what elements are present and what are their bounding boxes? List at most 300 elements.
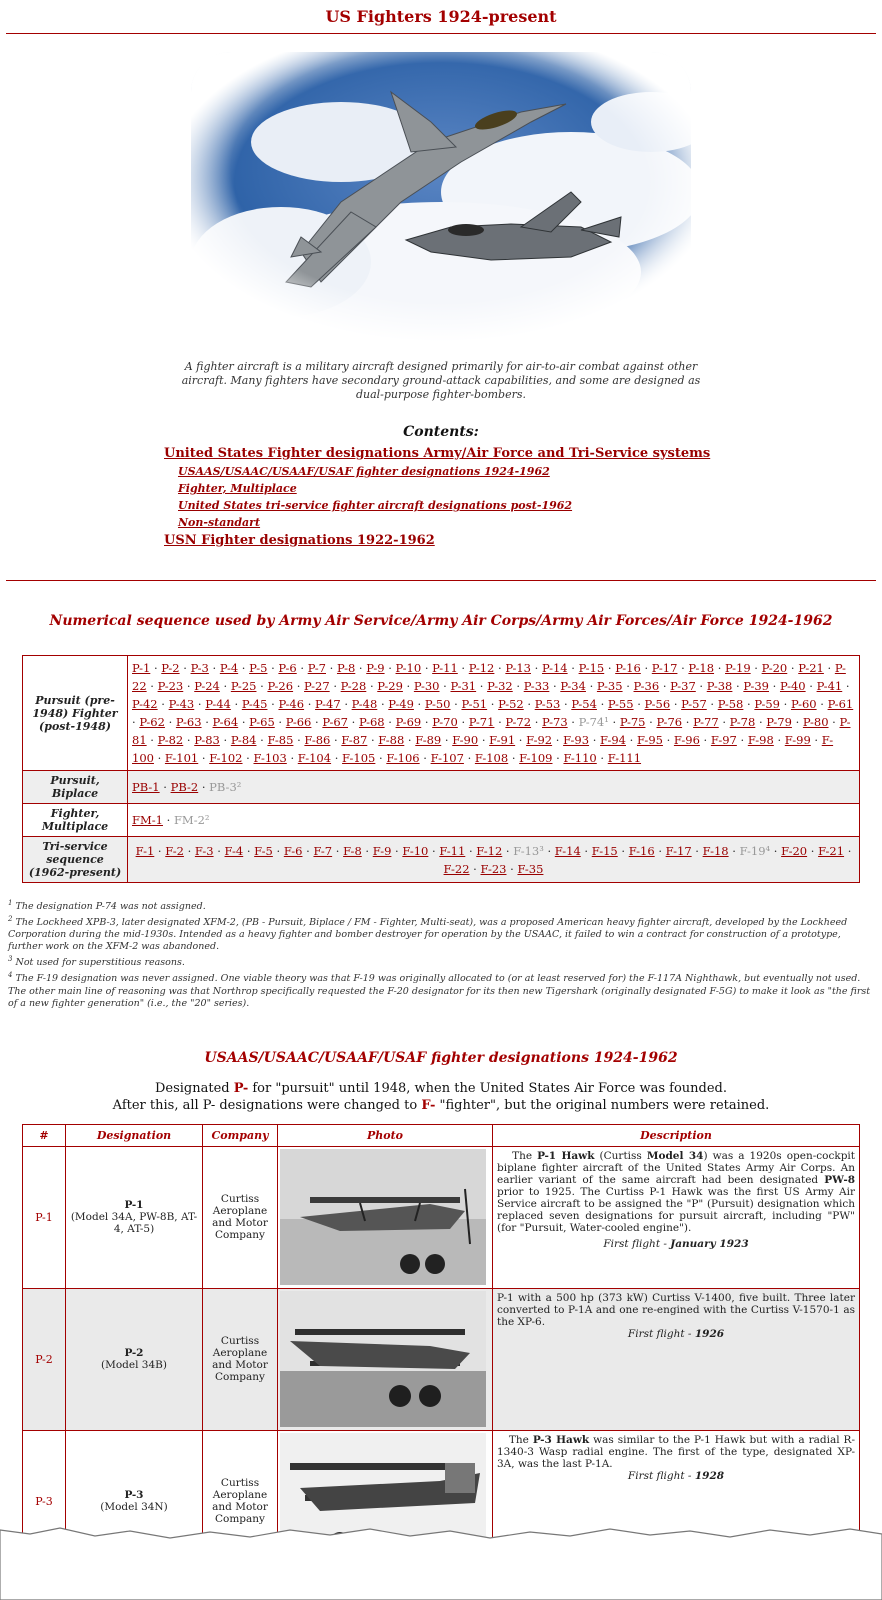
separator: ·	[183, 679, 195, 693]
p-2-photo[interactable]	[280, 1291, 486, 1427]
designation-link[interactable]: P-66	[285, 715, 312, 729]
designation-link[interactable]: F-86	[304, 733, 331, 747]
separator: ·	[494, 661, 506, 675]
table-of-contents	[164, 446, 882, 548]
designation-link[interactable]: P-17	[651, 661, 678, 675]
designation-link[interactable]: P-15	[578, 661, 605, 675]
designation-link[interactable]: F-5	[254, 843, 273, 858]
separator: ·	[366, 679, 378, 693]
separator: ·	[391, 843, 403, 858]
designation-link[interactable]: F-106	[386, 751, 420, 765]
separator: ·	[267, 661, 279, 675]
sequence-links	[128, 771, 860, 804]
separator: ·	[502, 843, 514, 858]
designation-link[interactable]: P-52	[498, 697, 524, 711]
designation-link[interactable]: P-34	[560, 679, 586, 693]
designation-link[interactable]: P-49	[388, 697, 414, 711]
separator: ·	[736, 733, 748, 747]
separator: ·	[256, 733, 268, 747]
designation-link[interactable]: P-18	[688, 661, 715, 675]
sequence-row-pursuit	[23, 656, 860, 771]
designation-link[interactable]: P-46	[278, 697, 305, 711]
designation-link[interactable]: P-69	[395, 715, 422, 729]
row-company: Curtiss Aeroplane and Motor Company	[203, 1288, 278, 1430]
separator: ·	[183, 843, 195, 858]
sequence-row-tri-service	[23, 837, 860, 883]
separator: ·	[402, 679, 414, 693]
separator: ·	[770, 843, 782, 858]
separator: ·	[198, 751, 210, 765]
designation-link[interactable]: P-7	[307, 661, 326, 675]
designation-link[interactable]: P-13	[505, 661, 531, 675]
separator: ·	[355, 661, 367, 675]
designation-link[interactable]: P-64	[212, 715, 239, 729]
row-number: P-1	[23, 1146, 66, 1288]
separator: ·	[750, 661, 762, 675]
sequence-links	[128, 804, 860, 837]
row-company: Curtiss Aeroplane and Motor Company	[203, 1430, 278, 1572]
designation-link[interactable]: P-44	[205, 697, 231, 711]
designation-link[interactable]: P-48	[351, 697, 378, 711]
separator: ·	[183, 733, 195, 747]
designation-link[interactable]: F-90	[452, 733, 479, 747]
separator: ·	[304, 697, 316, 711]
separator: ·	[844, 843, 852, 858]
usaf-section-title: USAAS/USAAC/USAAF/USAF fighter designations 1924-1962	[204, 1049, 678, 1066]
separator: ·	[330, 733, 342, 747]
designation-link[interactable]: P-31	[450, 679, 477, 693]
separator: ·	[769, 679, 780, 693]
separator: ·	[375, 751, 387, 765]
separator: ·	[384, 715, 396, 729]
designation-link[interactable]: P-36	[633, 679, 660, 693]
separator: ·	[146, 733, 158, 747]
designation-link[interactable]: P-21	[798, 661, 824, 675]
separator: ·	[419, 751, 431, 765]
separator: ·	[580, 843, 592, 858]
separator: ·	[238, 715, 250, 729]
designation-link[interactable]: F-14	[554, 843, 581, 858]
separator: ·	[531, 715, 543, 729]
separator: ·	[361, 843, 373, 858]
separator: ·	[622, 679, 634, 693]
separator: ·	[469, 861, 481, 876]
separator: ·	[154, 843, 166, 858]
contents-title: Contents:	[403, 424, 479, 440]
divider	[6, 580, 876, 581]
designation-link[interactable]: P-28	[340, 679, 367, 693]
sequence-row-label: Pursuit (pre-1948) Fighter (post-1948)	[23, 656, 128, 771]
designation-link[interactable]: P-53	[534, 697, 561, 711]
separator: ·	[633, 697, 645, 711]
designation-link[interactable]: F-18	[702, 843, 729, 858]
designation-link[interactable]: F-20	[781, 843, 808, 858]
intro-caption: A fighter aircraft is a military aircraft designed primarily for air-to-air combat against other aircraft. Many fighters have secondary ground-attack capabilities, and some are designed as dual-purpose fighter-bombers.	[181, 360, 701, 401]
separator: ·	[552, 751, 564, 765]
designation-link[interactable]: P-80	[802, 715, 829, 729]
designation-link[interactable]: P-5	[249, 661, 268, 675]
designation-link[interactable]: P-50	[424, 697, 451, 711]
designation-link[interactable]: F-101	[164, 751, 199, 765]
footnote-4: $^4$ The F-19 designation was never assigned. One viable theory was that F-19 was originally allocated to (or at least reserved for) the F-117A Nighthawk, but eventually not used. The other main line of reasoning was that Northrop specifically requested the F-20 designator for its then new Tigershark (originally designated F-5G) to make it look as "the first of a new fighter generation" (i.e., the "20" series).	[8, 971, 871, 1009]
footnote-2: $^2$ The Lockheed XPB-3, later designated XFM-2, (PB - Pursuit, Biplace / FM - Fighter, Multi-seat), was a proposed American heavy fighter aircraft, developed by the Lockheed Corporation during the mid-1930s. Intended as a heavy fighter and bomber destroyer for operation by the USAAC, it failed to win a contract for construction of a prototype, further work on the XFM-2 was abandoned.	[8, 915, 848, 953]
separator: ·	[457, 715, 469, 729]
separator: ·	[714, 661, 726, 675]
designation-link[interactable]: F-91	[489, 733, 516, 747]
designation-link[interactable]: F-108	[474, 751, 509, 765]
separator: ·	[367, 733, 379, 747]
designation-link[interactable]: P-39	[743, 679, 769, 693]
designation-link[interactable]: P-41	[816, 679, 843, 693]
designation-link[interactable]: P-76	[656, 715, 683, 729]
designation-link[interactable]: P-12	[468, 661, 495, 675]
separator: ·	[332, 843, 344, 858]
designation-link[interactable]: P-11	[432, 661, 458, 675]
designation-link[interactable]: P-75	[619, 715, 646, 729]
separator: ·	[478, 733, 490, 747]
row-description: The P-3 Hawk was similar to the P-1 Hawk but with a radial R-1340-3 Wasp radial engine. The first of the type, designated XP-3A, was the last P-1A. First flight - 1928	[493, 1430, 860, 1572]
page-title: US Fighters 1924-present	[325, 7, 557, 26]
designation-link[interactable]: P-14	[541, 661, 568, 675]
sequence-table	[22, 655, 860, 883]
separator: ·	[706, 697, 718, 711]
designation-link[interactable]: P-45	[241, 697, 268, 711]
toc-link-usaf-1924-1962[interactable]: USAAS/USAAC/USAAF/USAF fighter designations 1924-1962	[178, 465, 550, 478]
designation-link[interactable]: P-71	[468, 715, 495, 729]
designation-link[interactable]: P-70	[432, 715, 458, 729]
designation-link[interactable]: F-12	[476, 843, 503, 858]
separator: ·	[162, 813, 174, 827]
separator: ·	[640, 661, 652, 675]
designation-link[interactable]: F-6	[283, 843, 303, 858]
designation-link[interactable]: P-81	[132, 715, 851, 747]
row-description: The P-1 Hawk (Curtiss Model 34) was a 1920s open-cockpit biplane fighter aircraft of the United States Army Air Corps. An earlier variant of the same aircraft had been designated PW-8 prior to 1925. The Curtiss P-1 Hawk was the first US Army Air Service aircraft to be assigned the "P" (Pursuit) designation which replaced seven designations for pursuit aircraft, including "PW" (for "Pursuit, Water-cooled engine"). First flight - January 1923	[493, 1146, 860, 1288]
designation-link[interactable]: P-1	[132, 661, 151, 675]
sequence-row-biplace	[23, 771, 860, 804]
designation-link[interactable]: F-9	[372, 843, 392, 858]
separator: ·	[608, 715, 620, 729]
separator: ·	[677, 661, 689, 675]
separator: ·	[153, 751, 165, 765]
designation-link[interactable]: P-63	[175, 715, 202, 729]
separator: ·	[404, 733, 416, 747]
separator: ·	[377, 697, 389, 711]
designation-link[interactable]: F-15	[591, 843, 618, 858]
designation-link[interactable]: F-97	[710, 733, 737, 747]
row-designation: P-2 (Model 34B)	[66, 1288, 203, 1430]
separator: ·	[230, 697, 242, 711]
designation-link[interactable]: P-2	[161, 661, 180, 675]
designation-link[interactable]: F-95	[636, 733, 663, 747]
footnote-3: $^3$ Not used for superstitious reasons.	[8, 955, 185, 969]
designation-link[interactable]: F-7	[313, 843, 333, 858]
sequence-links	[128, 656, 860, 771]
separator: ·	[311, 715, 323, 729]
designation-link[interactable]: P-43	[168, 697, 195, 711]
fighters-table	[22, 1124, 860, 1573]
separator: ·	[585, 679, 597, 693]
designation-link[interactable]: F-4	[224, 843, 244, 858]
separator: ·	[146, 679, 158, 693]
separator: ·	[645, 715, 657, 729]
separator: ·	[560, 697, 572, 711]
separator: ·	[159, 780, 171, 794]
designation-link[interactable]: P-82	[157, 733, 184, 747]
sequence-links	[128, 837, 860, 883]
designation-link[interactable]: F-23	[480, 861, 507, 876]
designation-link[interactable]: F-107	[430, 751, 464, 765]
designation-link: P-74¹	[578, 715, 609, 729]
separator: ·	[805, 679, 817, 693]
separator: ·	[596, 697, 608, 711]
row-photo[interactable]	[278, 1146, 493, 1288]
p-1-hawk-photo[interactable]	[280, 1149, 486, 1285]
footnotes	[0, 897, 882, 1010]
sequence-row-label: Pursuit, Biplace	[23, 771, 128, 804]
designation-link: F-13³	[513, 843, 544, 858]
designation-link[interactable]: P-8	[336, 661, 356, 675]
designation-link[interactable]: F-98	[747, 733, 774, 747]
designation-link[interactable]: P-55	[607, 697, 634, 711]
designation-link[interactable]: P-67	[322, 715, 348, 729]
designation-link[interactable]: F-100	[132, 733, 834, 765]
designation-link[interactable]: F-88	[378, 733, 405, 747]
designation-link: PB-3²	[209, 780, 242, 794]
separator: ·	[823, 661, 835, 675]
sequence-title: Numerical sequence used by Army Air Service/Army Air Corps/Army Air Forces/Air Force 1924-1962	[49, 613, 833, 629]
separator: ·	[670, 697, 682, 711]
designation-link[interactable]: F-2	[165, 843, 184, 858]
usaf-intro: Designated P- for "pursuit" until 1948, when the United States Air Force was founded. After this, all P- designations were changed to F- "fighter", but the original numbers were retained.	[112, 1080, 770, 1113]
separator: ·	[208, 661, 220, 675]
separator: ·	[828, 715, 840, 729]
designation-link[interactable]: F-110	[563, 751, 597, 765]
designation-link[interactable]: PB-1	[132, 780, 160, 794]
toc-link-us-fighter-designations[interactable]: United States Fighter designations Army/Air Force and Tri-Service systems	[164, 446, 711, 461]
designation-link[interactable]: P-22	[132, 661, 846, 693]
designation-link[interactable]: P-83	[194, 733, 220, 747]
designation-link[interactable]: P-35	[596, 679, 623, 693]
designation-link[interactable]: P-59	[754, 697, 780, 711]
designation-link[interactable]: F-103	[253, 751, 287, 765]
designation-link[interactable]: P-25	[230, 679, 257, 693]
designation-link[interactable]: P-10	[395, 661, 422, 675]
designation-link[interactable]: P-47	[315, 697, 341, 711]
row-description: P-1 with a 500 hp (373 kW) Curtiss V-1400, five built. Three later converted to P-1A and one re-engined with the Curtiss V-1570-1 as the XP-6. First flight - 1926	[493, 1288, 860, 1430]
designation-link[interactable]: P-26	[267, 679, 294, 693]
designation-link[interactable]: P-32	[487, 679, 513, 693]
separator: ·	[331, 751, 343, 765]
separator: ·	[531, 661, 542, 675]
designation-link[interactable]: F-85	[267, 733, 294, 747]
designation-link[interactable]: P-57	[681, 697, 707, 711]
header-num: #	[23, 1124, 66, 1146]
separator: ·	[567, 661, 579, 675]
separator: ·	[807, 843, 819, 858]
designation-link[interactable]: P-72	[505, 715, 532, 729]
separator: ·	[589, 733, 601, 747]
sequence-row-label: Tri-service sequence (1962-present)	[23, 837, 128, 883]
designation-link[interactable]: P-4	[219, 661, 239, 675]
separator: ·	[213, 843, 225, 858]
designation-link[interactable]: F-102	[209, 751, 243, 765]
designation-link[interactable]: F-105	[342, 751, 376, 765]
separator: ·	[413, 697, 425, 711]
toc-link-usn-designations[interactable]: USN Fighter designations 1922-1962	[164, 533, 435, 548]
separator: ·	[662, 733, 674, 747]
designation-link[interactable]: P-77	[693, 715, 719, 729]
separator: ·	[296, 661, 308, 675]
row-number: P-2	[23, 1288, 66, 1430]
designation-link[interactable]: F-8	[343, 843, 362, 858]
separator: ·	[494, 715, 506, 729]
designation-link[interactable]: P-33	[523, 679, 550, 693]
table-row	[23, 1146, 860, 1288]
designation-link: FM-2²	[173, 813, 210, 827]
designation-link: F-19⁴	[739, 843, 771, 858]
separator: ·	[523, 697, 535, 711]
designation-link[interactable]: P-16	[615, 661, 641, 675]
designation-link[interactable]: P-3	[190, 661, 209, 675]
sequence-row-label: Fighter, Multiplace	[23, 804, 128, 837]
separator: ·	[617, 843, 629, 858]
separator: ·	[659, 679, 671, 693]
designation-link[interactable]: F-96	[673, 733, 700, 747]
separator: ·	[699, 733, 711, 747]
separator: ·	[743, 697, 755, 711]
separator: ·	[718, 715, 730, 729]
designation-link[interactable]: P-19	[725, 661, 751, 675]
separator: ·	[441, 733, 453, 747]
designation-link[interactable]: F-111	[607, 751, 642, 765]
designation-link[interactable]: F-92	[526, 733, 553, 747]
separator: ·	[787, 661, 799, 675]
separator: ·	[267, 697, 279, 711]
separator: ·	[773, 733, 785, 747]
separator: ·	[463, 751, 475, 765]
separator: ·	[329, 679, 341, 693]
separator: ·	[219, 679, 231, 693]
divider	[6, 33, 876, 34]
designation-link[interactable]: P-20	[761, 661, 788, 675]
designation-link[interactable]: PB-2	[170, 780, 199, 794]
separator: ·	[421, 661, 433, 675]
designation-link[interactable]: F-94	[600, 733, 626, 747]
separator: ·	[242, 751, 254, 765]
designation-link[interactable]: P-78	[729, 715, 756, 729]
designation-link[interactable]: P-40	[779, 679, 806, 693]
designation-link[interactable]: F-87	[341, 733, 368, 747]
designation-link[interactable]: F-16	[628, 843, 655, 858]
separator: ·	[810, 733, 822, 747]
designation-link[interactable]: P-62	[139, 715, 165, 729]
designation-link[interactable]: P-79	[766, 715, 792, 729]
header-designation: Designation	[66, 1124, 203, 1146]
designation-link[interactable]: P-56	[644, 697, 671, 711]
row-photo[interactable]	[278, 1288, 493, 1430]
separator: ·	[326, 661, 337, 675]
designation-link[interactable]: F-1	[135, 843, 155, 858]
designation-link[interactable]: F-89	[415, 733, 442, 747]
footnote-1: $^1$ The designation P-74 was not assigned.	[8, 899, 206, 913]
designation-link[interactable]: F-93	[563, 733, 590, 747]
designation-link[interactable]: F-109	[519, 751, 553, 765]
designation-link[interactable]: F-10	[402, 843, 429, 858]
separator: ·	[457, 661, 469, 675]
designation-link[interactable]: P-23	[157, 679, 184, 693]
designation-link[interactable]: P-54	[571, 697, 597, 711]
row-company: Curtiss Aeroplane and Motor Company	[203, 1146, 278, 1288]
fighter-jets-illustration	[191, 52, 691, 342]
designation-link[interactable]: P-9	[366, 661, 385, 675]
designation-link[interactable]: P-84	[230, 733, 257, 747]
separator: ·	[179, 661, 191, 675]
designation-link[interactable]: P-61	[827, 697, 854, 711]
designation-link[interactable]: P-73	[542, 715, 568, 729]
designation-link[interactable]: F-17	[665, 843, 692, 858]
designation-link[interactable]: FM-1	[132, 813, 163, 827]
designation-link[interactable]: P-51	[461, 697, 488, 711]
designation-link[interactable]: F-99	[784, 733, 811, 747]
separator: ·	[506, 861, 518, 876]
designation-link[interactable]: F-3	[194, 843, 214, 858]
separator: ·	[243, 843, 255, 858]
row-designation: P-3 (Model 34N)	[66, 1430, 203, 1572]
designation-link[interactable]: F-21	[818, 843, 845, 858]
separator: ·	[428, 843, 440, 858]
separator: ·	[272, 843, 284, 858]
designation-link[interactable]: F-22	[443, 861, 470, 876]
designation-link[interactable]: P-38	[706, 679, 733, 693]
separator: ·	[132, 715, 140, 729]
header-company: Company	[203, 1124, 278, 1146]
separator: ·	[604, 661, 616, 675]
designation-link[interactable]: P-68	[358, 715, 385, 729]
designation-link[interactable]: F-104	[297, 751, 332, 765]
designation-link[interactable]: P-27	[304, 679, 330, 693]
designation-link[interactable]: P-30	[413, 679, 440, 693]
separator: ·	[157, 697, 169, 711]
designation-link[interactable]: P-42	[132, 697, 158, 711]
designation-link[interactable]: P-60	[790, 697, 817, 711]
designation-link[interactable]: P-29	[377, 679, 403, 693]
separator: ·	[682, 715, 694, 729]
sequence-row-multiplace	[23, 804, 860, 837]
toc-link-tri-service[interactable]: United States tri-service fighter aircraft designations post-1962	[178, 499, 573, 512]
designation-link[interactable]: P-37	[670, 679, 696, 693]
designation-link[interactable]: P-65	[249, 715, 275, 729]
header-photo: Photo	[278, 1124, 493, 1146]
separator: ·	[728, 843, 740, 858]
designation-link[interactable]: F-35	[517, 861, 544, 876]
designation-link[interactable]: P-6	[278, 661, 297, 675]
separator: ·	[487, 697, 499, 711]
separator: ·	[654, 843, 666, 858]
separator: ·	[293, 679, 305, 693]
separator: ·	[691, 843, 703, 858]
separator: ·	[508, 751, 520, 765]
designation-link[interactable]: F-11	[439, 843, 466, 858]
toc-link-fighter-multiplace[interactable]: Fighter, Multiplace	[178, 482, 297, 495]
separator: ·	[150, 661, 162, 675]
separator: ·	[816, 697, 828, 711]
separator: ·	[791, 715, 803, 729]
designation-link[interactable]: P-24	[194, 679, 220, 693]
designation-link[interactable]: P-58	[717, 697, 744, 711]
toc-link-non-standart[interactable]: Non-standart	[178, 516, 261, 529]
hero-image	[191, 52, 691, 342]
separator: ·	[302, 843, 314, 858]
